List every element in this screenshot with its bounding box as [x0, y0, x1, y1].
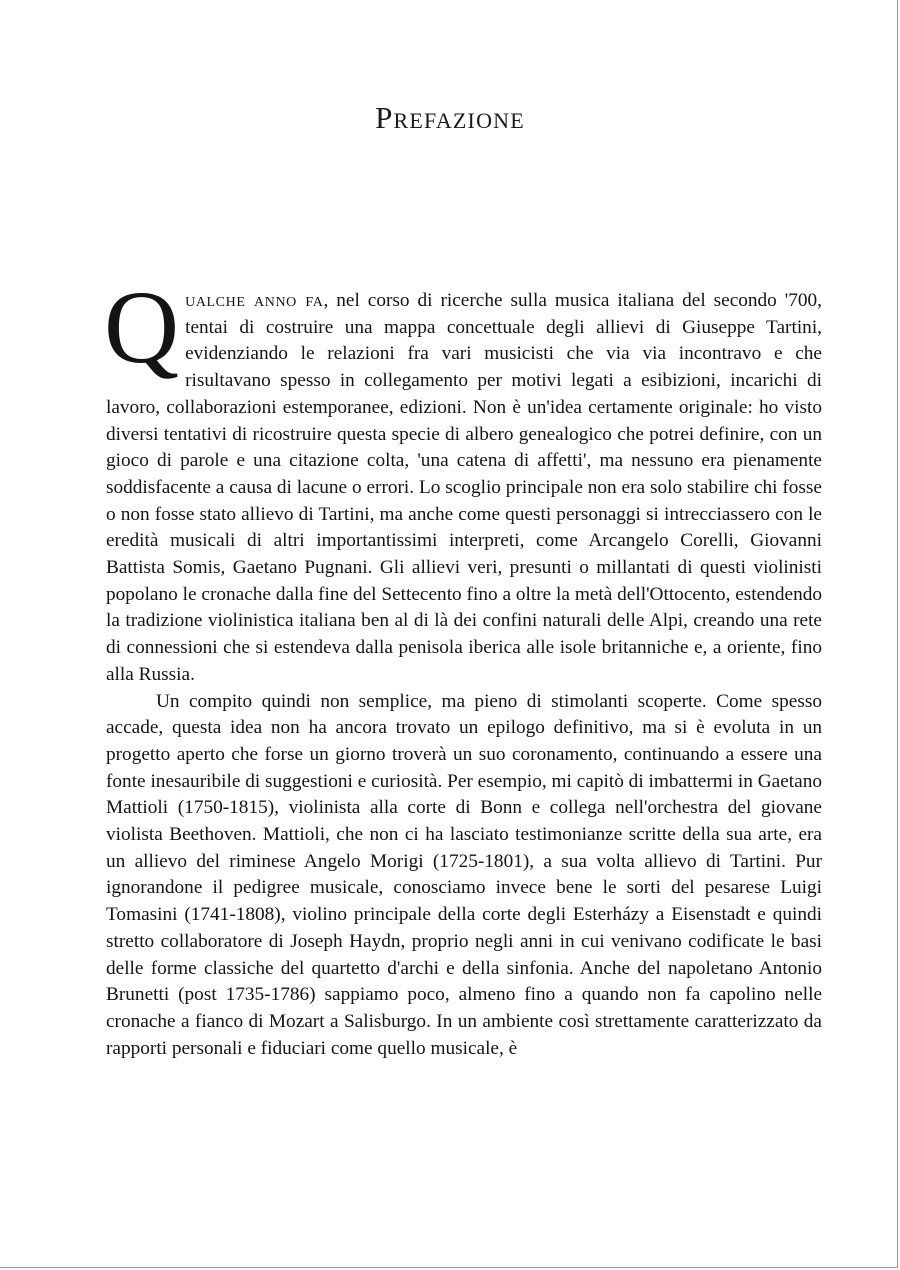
paragraph-1 — [104, 270, 822, 689]
drop-cap: Q — [104, 270, 180, 385]
paragraph-2: Un compito quindi non semplice, ma pieno di stimolanti scoperte. Come spesso accade, questa idea non ha ancora trovato un epilogo definitivo, ma si è evoluta in un progetto aperto che forse un giorno troverà un suo coronamento, continuando a essere una fonte inesauribile di suggestioni e curiosità. Per esempio, mi capitò di imbattermi in Gaetano Mattioli (1750-1815), violinista alla corte di Bonn e collega nell'orchestra del giovane violista Beethoven. Mattioli, che non ci ha lasciato testimonianze scritte della sua arte, era un allievo del riminese Angelo Morigi (1725-1801), a sua volta allievo di Tartini. Pur ignorandone il pedigree musicale, conosciamo invece bene le sorti del pesarese Luigi Tomasini (1741-1808), violino principale della corte degli Esterházy a Eisenstadt e quindi stretto collaboratore di Joseph Haydn, proprio negli anni in cui venivano codificate le basi delle forme classiche del quartetto d'archi e della sinfonia. Anche del napoletano Antonio Brunetti (post 1735-1786) sappiamo poco, almeno fino a quando non fa capolino nelle cronache a fianco di Mozart a Salisburgo. In un ambiente così strettamente caratterizzato da rapporti personali e fiduciari come quello musicale, è — [106, 690, 822, 1059]
body-text — [104, 270, 822, 1062]
page-title: Prefazione — [375, 100, 525, 135]
lead-in: ualche anno fa — [185, 290, 324, 311]
paragraph-1-text: , nel corso di ricerche sulla musica italiana del secondo '700, tentai di costruire una mappa concettuale degli allievi di Giuseppe Tartini, evidenziando le relazioni fra vari musicisti che via via incontravo e che risultavano spesso in collegamento per motivi legati a esibizioni, incarichi di lavoro, collaborazioni estemporanee, edizioni. Non è un'idea certamente originale: ho visto diversi tentativi di ricostruire questa specie di albero genealogico che potrei definire, con un gioco di parole e una citazione colta, 'una catena di affetti', ma nessuno era pienamente soddisfacente a causa di lacune o errori. Lo scoglio principale non era solo stabilire chi fosse o non fosse stato allievo di Tartini, ma anche come questi personaggi si intrecciassero con le eredità musicali di altri importantissimi interpreti, come Arcangelo Corelli, Giovanni Battista Somis, Gaetano Pugnani. Gli allievi veri, presunti o millantati di questi violinisti popolano le cronache dalla fine del Settecento fino a oltre la metà dell'Ottocento, estendendo la tradizione violinistica italiana ben al di là dei confini naturali delle Alpi, creando una rete di connessioni che si estendeva dalla penisola iberica alle isole britanniche e, a oriente, fino alla Russia. — [106, 290, 822, 685]
